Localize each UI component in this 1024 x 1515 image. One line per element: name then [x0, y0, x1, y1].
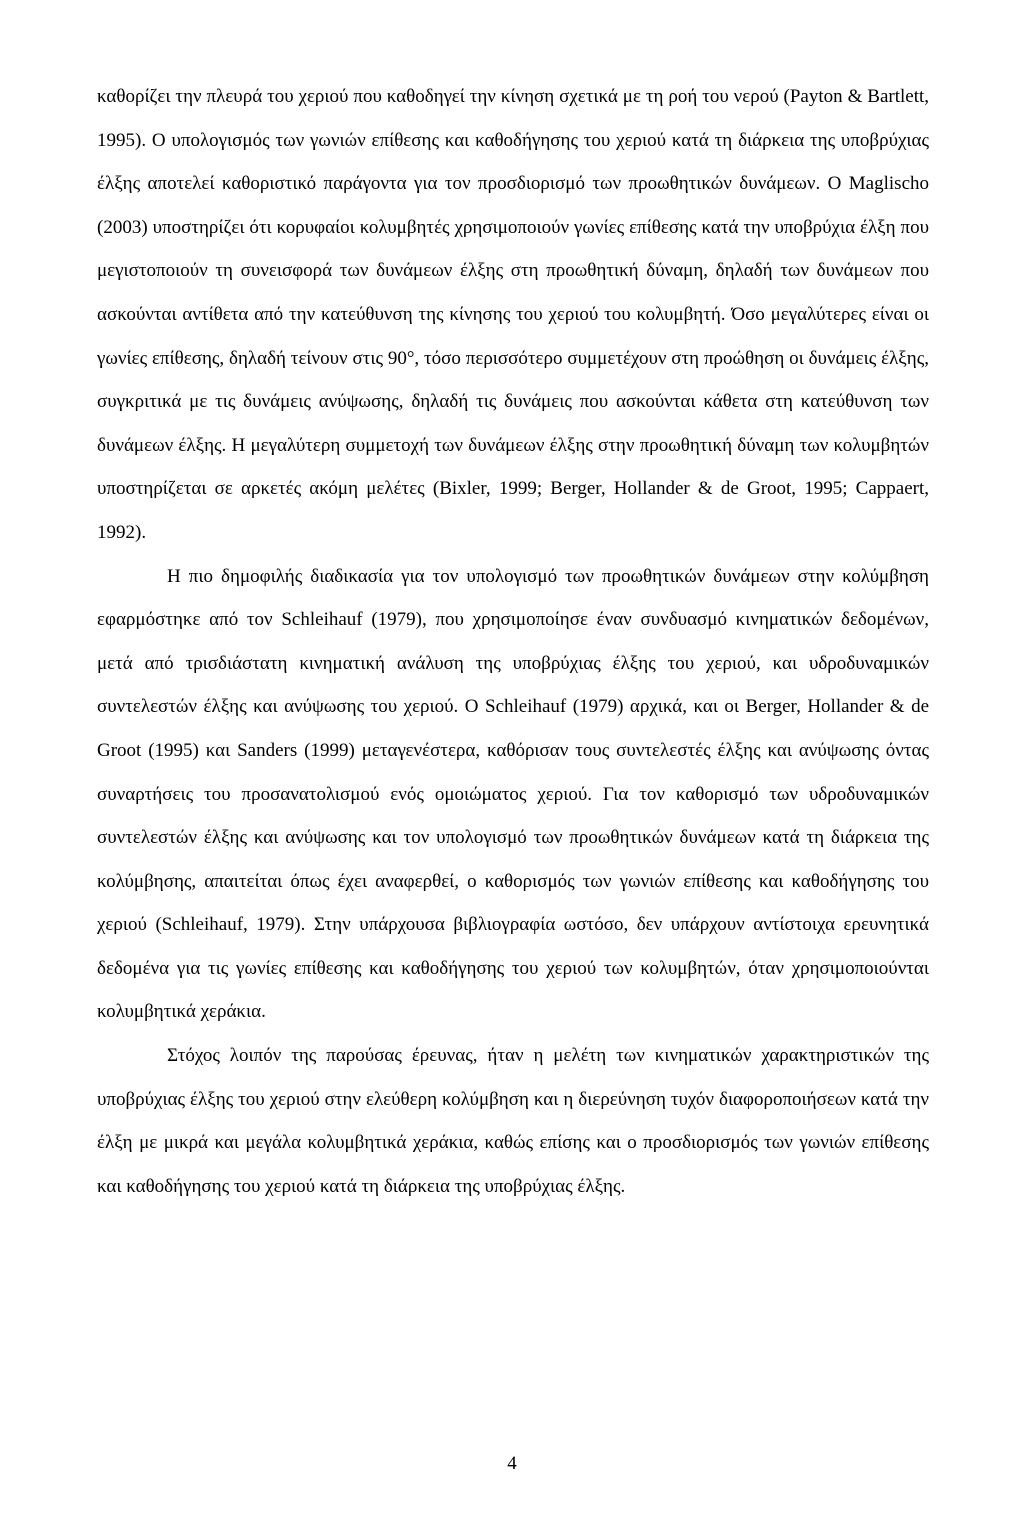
paragraph-continued: καθορίζει την πλευρά του χεριού που καθοδηγεί την κίνηση σχετικά με τη ροή του νερού (Payton & Bartlett, 1995). Ο υπολογισμός των γωνιών επίθεσης και καθοδήγησης του χεριού κατά τη διάρκεια της υποβρύχιας έλξης αποτελεί καθοριστικό παράγοντα για τον προσδιορισμό των προωθητικών δυνάμεων. Ο Maglischo (2003) υποστηρίζει ότι κορυφαίοι κολυμβητές χρησιμοποιούν γωνίες επίθεσης κατά την υποβρύχια έλξη που μεγιστοποιούν τη συνεισφορά των δυνάμεων έλξης στη προωθητική δύναμη, δηλαδή των δυνάμεων που ασκούνται αντίθετα από την κατεύθυνση της κίνησης του χεριού του κολυμβητή. Όσο μεγαλύτερες είναι οι γωνίες επίθεσης, δηλαδή τείνουν στις 90°, τόσο περισσότερο συμμετέχουν στη προώθηση οι δυνάμεις έλξης, συγκριτικά με τις δυνάμεις ανύψωσης, δηλαδή τις δυνάμεις που ασκούνται κάθετα στη κατεύθυνση των δυνάμεων έλξης. Η μεγαλύτερη συμμετοχή των δυνάμεων έλξης στην προωθητική δύναμη των κολυμβητών υποστηρίζεται σε αρκετές ακόμη μελέτες (Bixler, 1999; Berger, Hollander & de Groot, 1995; Cappaert, 1992). [97, 86, 929, 543]
paragraph-aim: Στόχος λοιπόν της παρούσας έρευνας, ήταν η μελέτη των κινηματικών χαρακτηριστικών της υποβρύχιας έλξης του χεριού στην ελεύθερη κολύμβηση και η διερεύνηση τυχόν διαφοροποιήσεων κατά την έλξη με μικρά και μεγάλα κολυμβητικά χεράκια, καθώς επίσης και ο προσδιορισμός των γωνιών επίθεσης και καθοδήγησης του χεριού κατά τη διάρκεια της υποβρύχιας έλξης. [97, 1045, 929, 1197]
paragraph-schleihauf: Η πιο δημοφιλής διαδικασία για τον υπολογισμό των προωθητικών δυνάμεων στην κολύμβηση εφαρμόστηκε από τον Schleihauf (1979), που χρησιμοποίησε έναν συνδυασμό κινηματικών δεδομένων, μετά από τρισδιάστατη κινηματική ανάλυση της υποβρύχιας έλξης του χεριού, και υδροδυναμικών συντελεστών έλξης και ανύψωσης του χεριού. Ο Schleihauf (1979) αρχικά, και οι Berger, Hollander & de Groot (1995) και Sanders (1999) μεταγενέστερα, καθόρισαν τους συντελεστές έλξης και ανύψωσης όντας συναρτήσεις του προσανατολισμού ενός ομοιώματος χεριού. Για τον καθορισμό των υδροδυναμικών συντελεστών έλξης και ανύψωσης και τον υπολογισμό των προωθητικών δυνάμεων κατά τη διάρκεια της κολύμβησης, απαιτείται όπως έχει αναφερθεί, ο καθορισμός των γωνιών επίθεσης και καθοδήγησης του χεριού (Schleihauf, 1979). Στην υπάρχουσα βιβλιογραφία ωστόσο, δεν υπάρχουν αντίστοιχα ερευνητικά δεδομένα για τις γωνίες επίθεσης και καθοδήγησης του χεριού των κολυμβητών, όταν χρησιμοποιούνται κολυμβητικά χεράκια. [97, 565, 929, 1023]
page-body [97, 75, 929, 1208]
page-number: 4 [507, 1453, 517, 1474]
